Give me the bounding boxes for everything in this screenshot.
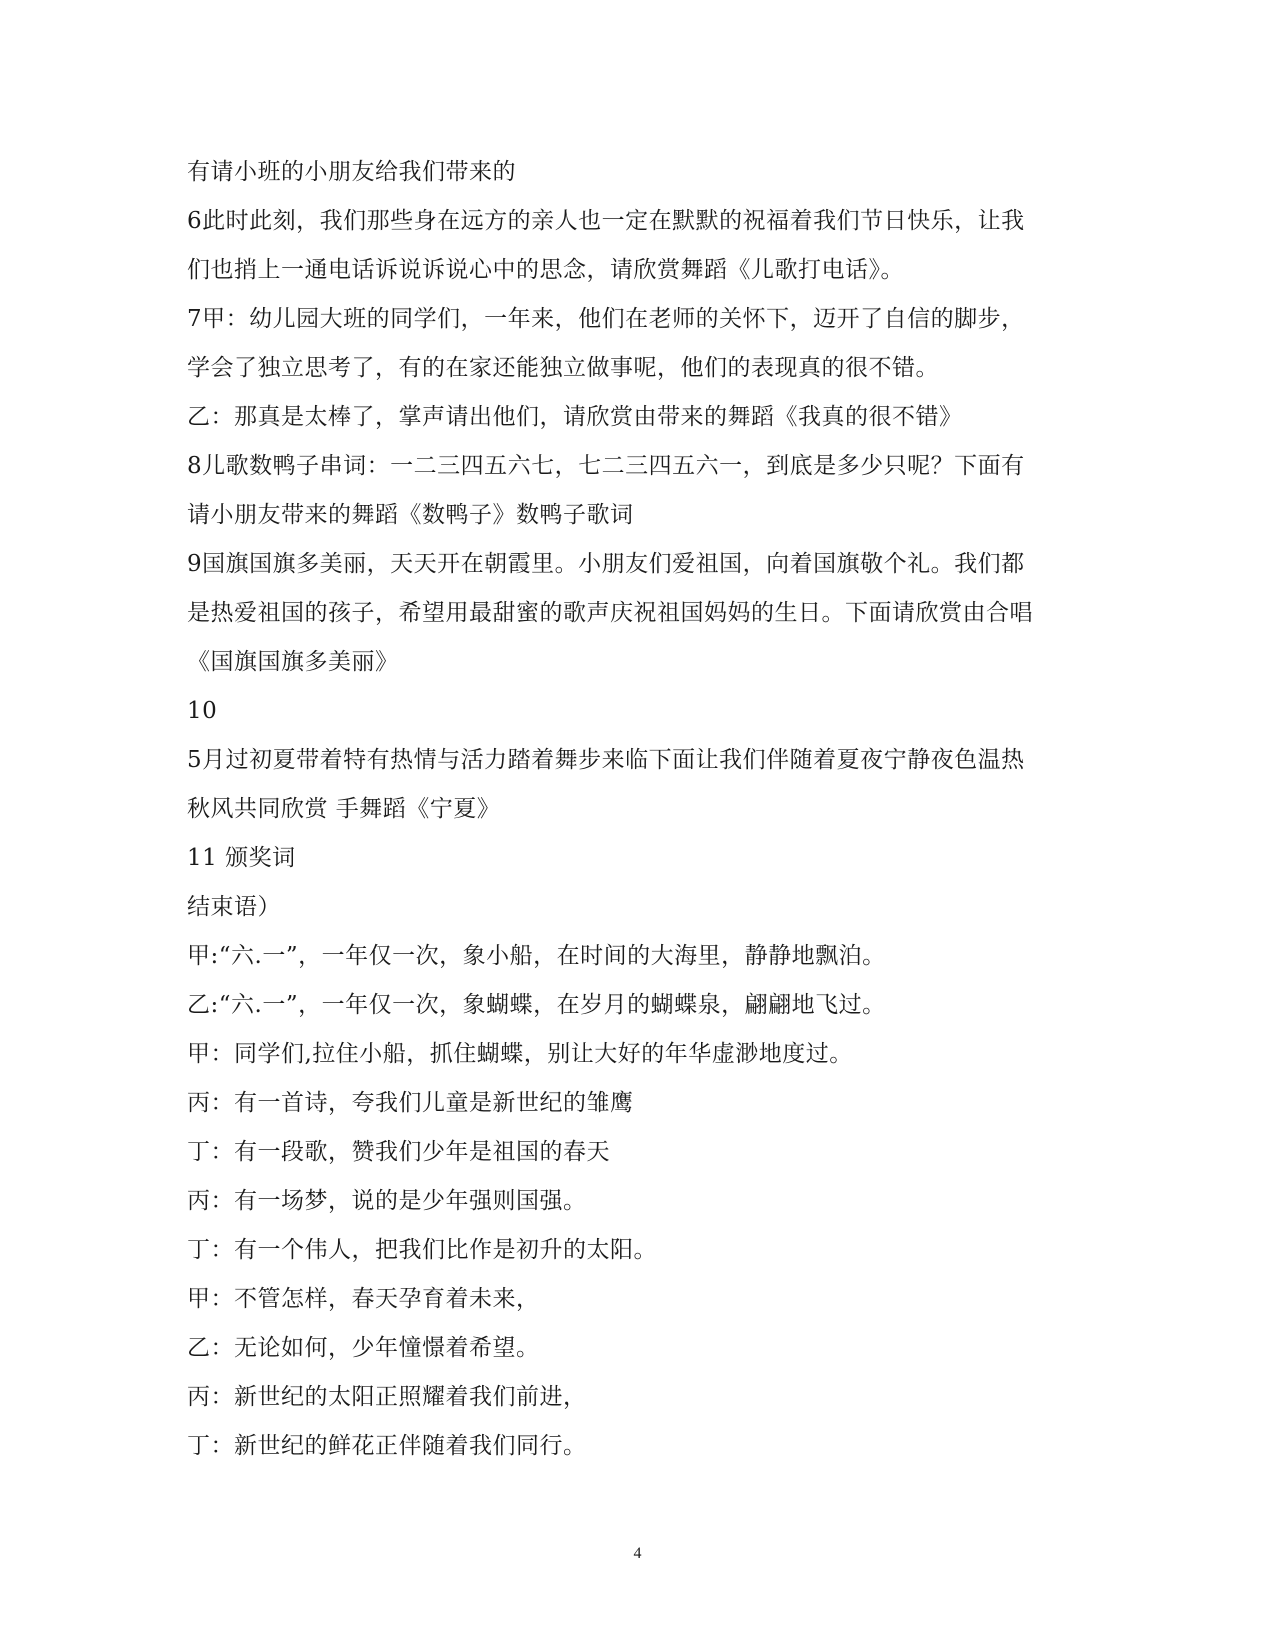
text-line: 乙：无论如何，少年憧憬着希望。 — [187, 1335, 540, 1361]
text-line: 请小朋友带来的舞蹈《数鸭子》数鸭子歌词 — [187, 502, 634, 528]
text-line: 10 — [187, 698, 218, 724]
text-line: 秋风共同欣赏 手舞蹈《宁夏》 — [187, 796, 501, 822]
text-line: 有请小班的小朋友给我们带来的 — [187, 159, 516, 185]
text-line: 是热爱祖国的孩子，希望用最甜蜜的歌声庆祝祖国妈妈的生日。下面请欣赏由合唱 — [187, 600, 1033, 626]
text-line: 9国旗国旗多美丽，天天开在朝霞里。小朋友们爱祖国，向着国旗敬个礼。我们都 — [187, 551, 1025, 577]
text-line: 乙：那真是太棒了，掌声请出他们，请欣赏由带来的舞蹈《我真的很不错》 — [187, 404, 963, 430]
text-line: 们也捎上一通电话诉说诉说心中的思念，请欣赏舞蹈《儿歌打电话》。 — [187, 257, 904, 283]
text-line: 丁：有一段歌，赞我们少年是祖国的春天 — [187, 1139, 610, 1165]
text-line: 甲:“六.一”，一年仅一次，象小船，在时间的大海里，静静地飘泊。 — [187, 943, 886, 969]
text-line: 8儿歌数鸭子串词：一二三四五六七，七二三四五六一，到底是多少只呢？下面有 — [187, 453, 1025, 479]
text-line: 学会了独立思考了，有的在家还能独立做事呢，他们的表现真的很不错。 — [187, 355, 939, 381]
text-line: 乙:“六.一”，一年仅一次，象蝴蝶，在岁月的蝴蝶泉，翩翩地飞过。 — [187, 992, 886, 1018]
page-number: 4 — [633, 1545, 642, 1562]
text-line: 丁：新世纪的鲜花正伴随着我们同行。 — [187, 1433, 587, 1459]
text-line: 丁：有一个伟人，把我们比作是初升的太阳。 — [187, 1237, 657, 1263]
text-line: 甲：同学们,拉住小船，抓住蝴蝶，别让大好的年华虚渺地度过。 — [187, 1041, 853, 1067]
document-body — [187, 160, 1087, 1483]
text-line: 丙：有一场梦，说的是少年强则国强。 — [187, 1188, 587, 1214]
text-line: 丙：有一首诗，夸我们儿童是新世纪的雏鹰 — [187, 1090, 634, 1116]
text-line: 11 颁奖词 — [187, 845, 296, 871]
text-line: 6此时此刻，我们那些身在远方的亲人也一定在默默的祝福着我们节日快乐，让我 — [187, 208, 1025, 234]
text-line: 5月过初夏带着特有热情与活力踏着舞步来临下面让我们伴随着夏夜宁静夜色温热 — [187, 747, 1025, 773]
text-line: 甲：不管怎样，春天孕育着未来， — [187, 1286, 540, 1312]
text-line: 丙：新世纪的太阳正照耀着我们前进， — [187, 1384, 587, 1410]
text-line: 7甲：幼儿园大班的同学们，一年来，他们在老师的关怀下，迈开了自信的脚步， — [187, 306, 1025, 332]
text-line: 结束语） — [187, 894, 281, 920]
text-line: 《国旗国旗多美丽》 — [187, 649, 399, 675]
